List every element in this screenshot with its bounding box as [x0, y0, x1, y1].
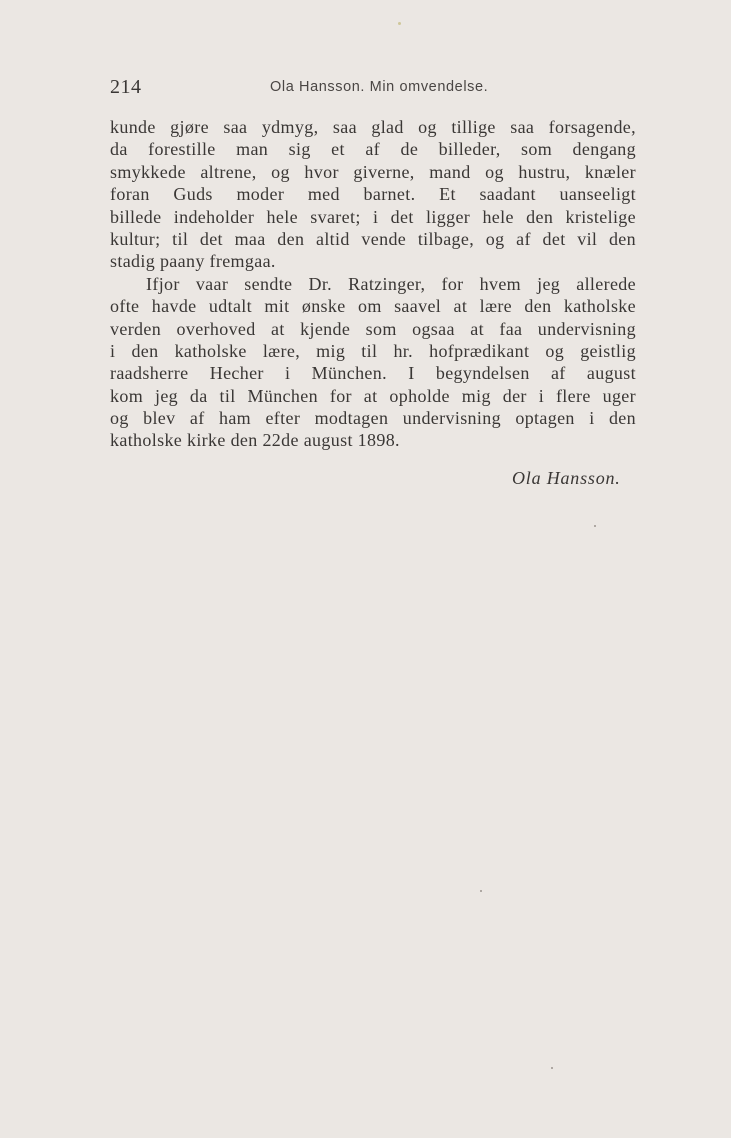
- paper-speck: [594, 525, 596, 527]
- page-number: 214: [110, 76, 142, 98]
- text-line: kultur; til det maa den altid vende tilbage, og af det vil den: [110, 228, 636, 249]
- text-line: foran Guds moder med barnet. Et saadant uanseeligt: [110, 184, 636, 205]
- text-line: ofte havde udtalt mit ønske om saavel at lære den katholske: [110, 296, 636, 317]
- text-line: katholske kirke den 22de august 1898.: [110, 430, 400, 451]
- running-title: Ola Hansson. Min omvendelse.: [270, 79, 489, 95]
- text-line: verden overhoved at kjende som ogsaa at faa undervisning: [110, 318, 636, 339]
- text-line: og blev af ham efter modtagen undervisning optagen i den: [110, 408, 636, 429]
- text-line: Ifjor vaar sendte Dr. Ratzinger, for hvem jeg allerede: [146, 273, 636, 294]
- text-line: kom jeg da til München for at opholde mig der i flere uger: [110, 385, 636, 406]
- paper-speck: [480, 890, 482, 892]
- text-line: kunde gjøre saa ydmyg, saa glad og tillige saa forsagende,: [110, 117, 636, 137]
- text-line: stadig paany fremgaa.: [110, 251, 276, 272]
- page-header: [110, 76, 640, 100]
- text-line: raadsherre Hecher i München. I begyndelsen af august: [110, 363, 636, 384]
- paper-speck: [551, 1067, 553, 1069]
- text-line: da forestille man sig et af de billeder, som dengang: [110, 139, 636, 160]
- text-line: billede indeholder hele svaret; i det ligger hele den kristelige: [110, 206, 636, 227]
- paper-speck: [398, 22, 401, 25]
- signature: Ola Hansson.: [512, 468, 621, 488]
- text-line: i den katholske lære, mig til hr. hofprædikant og geistlig: [110, 340, 636, 361]
- body-text: [110, 116, 636, 452]
- text-line: smykkede altrene, og hvor giverne, mand og hustru, knæler: [110, 161, 636, 182]
